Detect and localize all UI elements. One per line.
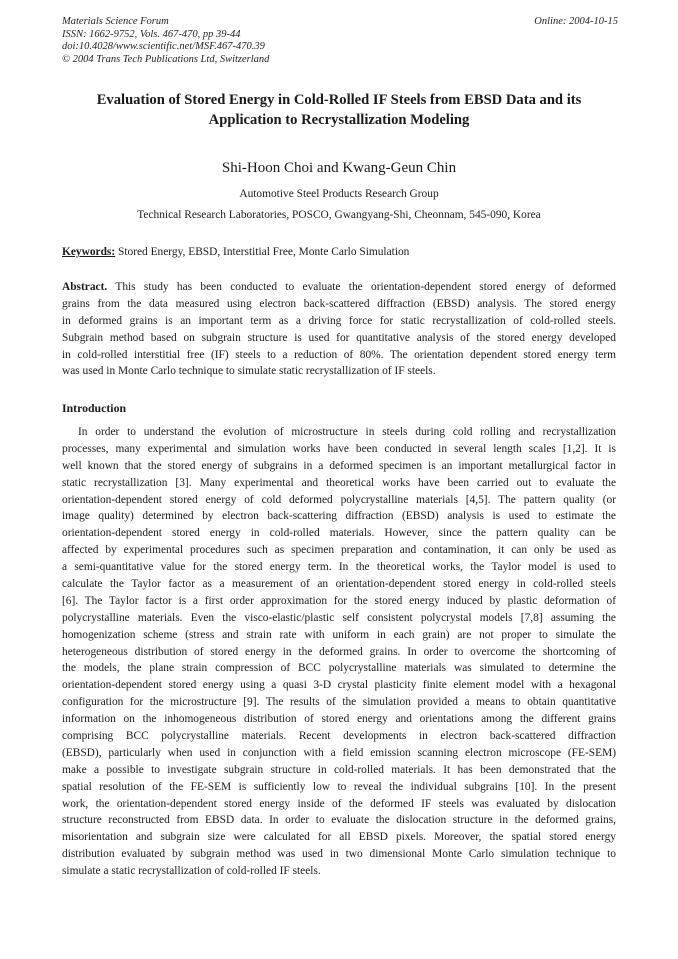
introduction-line: comprising BCC polycrystalline materials. Recent developments in electron back-scattered diffraction (62, 730, 616, 743)
introduction-line: spatial resolution of the FE-SEM is sufficiently low to reveal the individual subgrains [10]. In the present (62, 780, 616, 793)
introduction-line: [6]. The Taylor factor is a first order approximation for the stored energy induced by plastic deformation of (62, 594, 616, 607)
title-line-1: Evaluation of Stored Energy in Cold-Rolled IF Steels from EBSD Data and its (96, 92, 582, 108)
title-line-2: Application to Recrystallization Modeling (208, 112, 470, 128)
introduction-line: calculate the Taylor factor as a measurement of an orientation-dependent stored energy in cold-rolled steels (62, 578, 616, 591)
introduction-line: simulate a static recrystallization of cold-rolled IF steels. (62, 865, 321, 878)
introduction-line: image quality) determined by electron back-scattering diffraction (EBSD) analysis is used to estimate the (62, 510, 616, 523)
abstract (62, 279, 616, 380)
abstract-line-text: This study has been conducted to evaluate the orientation-dependent stored energy of deformed (107, 281, 616, 293)
introduction-line: static recrystallization [3]. Many experimental and theoretical works have been carried out to evaluate the (62, 476, 616, 489)
abstract-line (62, 279, 616, 296)
authors: Shi-Hoon Choi and Kwang-Geun Chin (221, 160, 457, 176)
introduction-body (62, 424, 616, 880)
affiliation-line-2: Technical Research Laboratories, POSCO, Gwangyang-Shi, Cheonnam, 545-090, Korea (137, 209, 541, 221)
issn-line: ISSN: 1662-9752, Vols. 467-470, pp 39-44 (62, 28, 241, 40)
affiliation-line-1: Automotive Steel Products Research Group (239, 188, 439, 200)
keywords-label: Keywords: (62, 246, 116, 258)
online-date: Online: 2004-10-15 (534, 16, 618, 27)
introduction-line: heterogeneous distribution of stored energy in the deformed grains. In order to overcome the shortcoming of (62, 645, 616, 658)
abstract-line: grains from the data measured using electron back-scattered diffraction (EBSD) analysis. The stored energy (62, 297, 616, 310)
keywords-text: Stored Energy, EBSD, Interstitial Free, Monte Carlo Simulation (115, 246, 410, 258)
introduction-line: (EBSD), particularly when used in conjunction with a field emission scanning electron microscope (FE-SEM) (62, 746, 616, 759)
journal-name: Materials Science Forum (62, 16, 169, 27)
introduction-line: affected by experimental procedures such as specimen preparation and contamination, it can only be used as (62, 544, 616, 557)
introduction-line: structure reconstructed from EBSD data. In order to evaluate the dislocation structure in the deformed grains, (62, 814, 616, 827)
abstract-label: Abstract. (62, 281, 108, 293)
section-heading-introduction: Introduction (62, 401, 127, 415)
introduction-line: In order to understand the evolution of microstructure in steels during cold rolling and recrystallization (78, 426, 616, 438)
introduction-line: misorientation and subgrain size were calculated for all EBSD pixels. Moreover, the spatial stored energy (62, 831, 616, 844)
introduction-line: orientation-dependent stored energy of cold deformed polycrystalline materials [4,5]. The pattern quality (or (62, 493, 616, 506)
abstract-line: was used in Monte Carlo technique to simulate static recrystallization of IF steels. (62, 365, 436, 378)
abstract-line: in deformed grains is an important term as a driving force for static recrystallization of cold-rolled steels. (62, 314, 616, 327)
introduction-line: processes, many experimental and simulation works have been conducted in several length scales [1,2]. It is (62, 442, 616, 455)
introduction-line: orientation-dependent stored energy using a quasi 3-D crystal plasticity finite element model with a hexagonal (62, 679, 616, 692)
abstract-line: Subgrain method based on subgrain structure is used for quantitative analysis of the stored energy developed (62, 331, 616, 344)
abstract-line: in cold-rolled interstitial free (IF) steels to a reduction of 80%. The orientation dependent stored energy term (62, 348, 616, 361)
introduction-line: homogenization scheme (stress and strain rate with uniform in each grain) are not proper to simulate the (62, 628, 616, 641)
introduction-line: a semi-quantitative value for the stored energy term. In the theoretical works, the Taylor model is used to (62, 561, 616, 574)
paper-title (40, 90, 638, 130)
introduction-line: configuration for the microstructure [9]. The results of the simulation provided a means to obtain quantitative (62, 696, 616, 709)
introduction-line: distribution evaluated by subgrain method was used in two dimensional Monte Carlo simulation technique to (62, 848, 616, 861)
introduction-line: well known that the stored energy of subgrains in a deformed specimen is an important metallurgical factor in (62, 459, 616, 472)
introduction-line: the models, the plane strain compression of BCC polycrystalline materials was simulated to determine the (62, 662, 616, 675)
introduction-line: orientation-dependent stored energy in cold-rolled materials. However, since the pattern quality can be (62, 527, 616, 540)
introduction-line: information on the inhomogeneous distribution of stored energy and orientations among the different grains (62, 713, 616, 726)
introduction-line: work, the orientation-dependent stored energy inside of the deformed IF steels was evaluated by dislocation (62, 797, 616, 810)
keywords (62, 246, 618, 258)
copyright-line: © 2004 Trans Tech Publications Ltd, Switzerland (62, 53, 270, 65)
doi-line: doi:10.4028/www.scientific.net/MSF.467-470.39 (62, 41, 265, 52)
introduction-line: polycrystalline materials. Even the visco-elastic/plastic self consistent polycrystal models [7,8] assuming the (62, 611, 616, 624)
journal-header (62, 16, 618, 66)
introduction-line: make a possible to investigate subgrain structure in cold-rolled materials. It has been demonstrated that the (62, 763, 616, 776)
